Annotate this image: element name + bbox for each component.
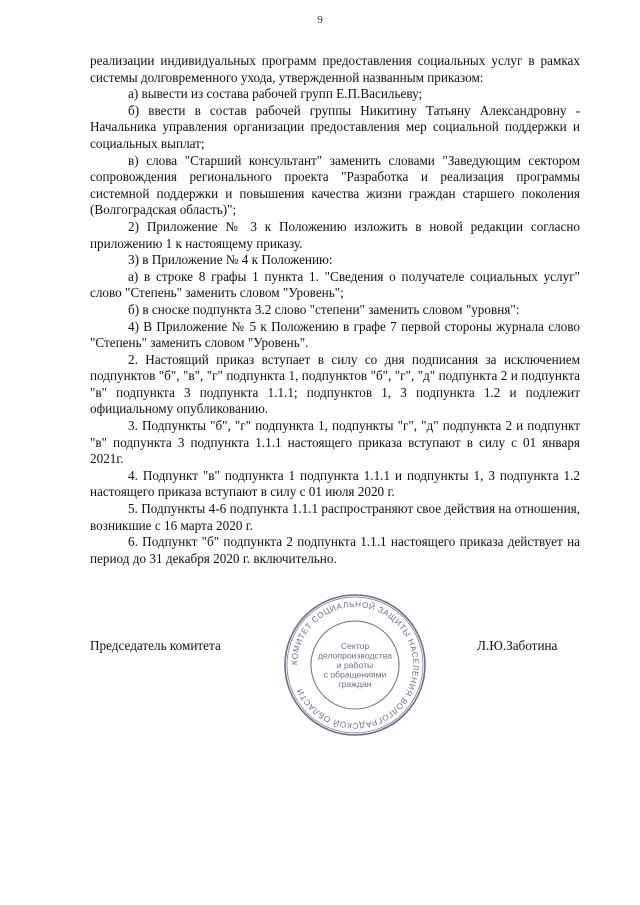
paragraph: 6. Подпункт "б" подпункта 2 подпункта 1.1.1 настоящего приказа действует на период до 31 декабря 2020 г. включительно. xyxy=(90,534,580,566)
paragraph: а) вывести из состава рабочей групп Е.П.Васильеву; xyxy=(128,86,423,102)
stamp-center-line: граждан xyxy=(338,679,372,689)
stamp-center-line: и работы xyxy=(336,660,374,670)
paragraph: в) слова "Старший консультант" заменить словами "Заведующим сектором сопровождения регионального проекта "Разработка и реализация программы системной поддержки и повышения качества жизни граждан старшего поколения (Волгоградская область)"; xyxy=(90,152,580,218)
paragraph: 5. Подпункты 4-6 подпункта 1.1.1 распространяют свое действия на отношения, возникшие с 16 марта 2020 г. xyxy=(90,501,580,533)
paragraph: 3) в Приложение № 4 к Положению: xyxy=(128,252,333,268)
paragraph: 4) В Приложение № 5 к Положению в графе 7 первой стороны журнала слово "Степень" заменить словом "Уровень". xyxy=(90,318,580,351)
stamp-center-line: Сектор xyxy=(340,641,370,651)
paragraph: реализации индивидуальных программ предоставления социальных услуг в рамках системы долговременного ухода, утвержденной названным приказом: xyxy=(90,53,580,85)
paragraph: 3. Подпункты "б", "г" подпункта 1, подпункты "г", "д" подпункта 2 и подпункт "в" подпункта 3 подпункта 1.1.1 настоящего приказа вступают в силу с 01 января 2021г. xyxy=(90,418,580,467)
paragraph: а) в строке 8 графы 1 пункта 1. "Сведения о получателе социальных услуг" слово "Степень" заменить словом "Уровень"; xyxy=(90,268,580,301)
paragraph: б) в сноске подпункта 3.2 слово "степени" заменить словом "уровня": xyxy=(128,301,520,317)
page-number: 9 xyxy=(317,14,323,26)
document-body xyxy=(90,53,580,567)
paragraph: 2. Настоящий приказ вступает в силу со дня подписания за исключением подпунктов "б", "в", "г" подпункта 1, подпунктов "б", "г", "д" подпункта 2 и подпункта "в" подпункта 3 подпункта 1.1.1; подпунктов 1, 3 подпункта 1.2 и подлежит официальному опубликованию. xyxy=(90,351,580,417)
stamp-center-text xyxy=(318,641,392,689)
stamp-ring-text: КОМИТЕТ СОЦИАЛЬНОЙ ЗАЩИТЫ НАСЕЛЕНИЯ ВОЛГОГРАДСКОЙ ОБЛАСТИ xyxy=(289,599,421,731)
stamp-center-line: делопроизводства xyxy=(318,650,392,661)
paragraph: б) ввести в состав рабочей группы Никитину Татьяну Александровну - Начальника управления организации предоставления мер социальной поддержки и социальных выплат; xyxy=(90,102,580,151)
organization-stamp xyxy=(280,590,430,740)
paragraph: 2) Приложение № 3 к Положению изложить в новой редакции согласно приложению 1 к настоящему приказу. xyxy=(90,218,580,251)
stamp-center-line: с обращениями xyxy=(323,669,387,680)
signatory-position: Председатель комитета xyxy=(90,638,221,653)
paragraph: 4. Подпункт "в" подпункта 1 подпункта 1.1.1 и подпункты 1, 3 подпункта 1.2 настоящего приказа вступают в силу с 01 июля 2020 г. xyxy=(90,467,580,500)
signatory-name: Л.Ю.Заботина xyxy=(477,638,558,653)
